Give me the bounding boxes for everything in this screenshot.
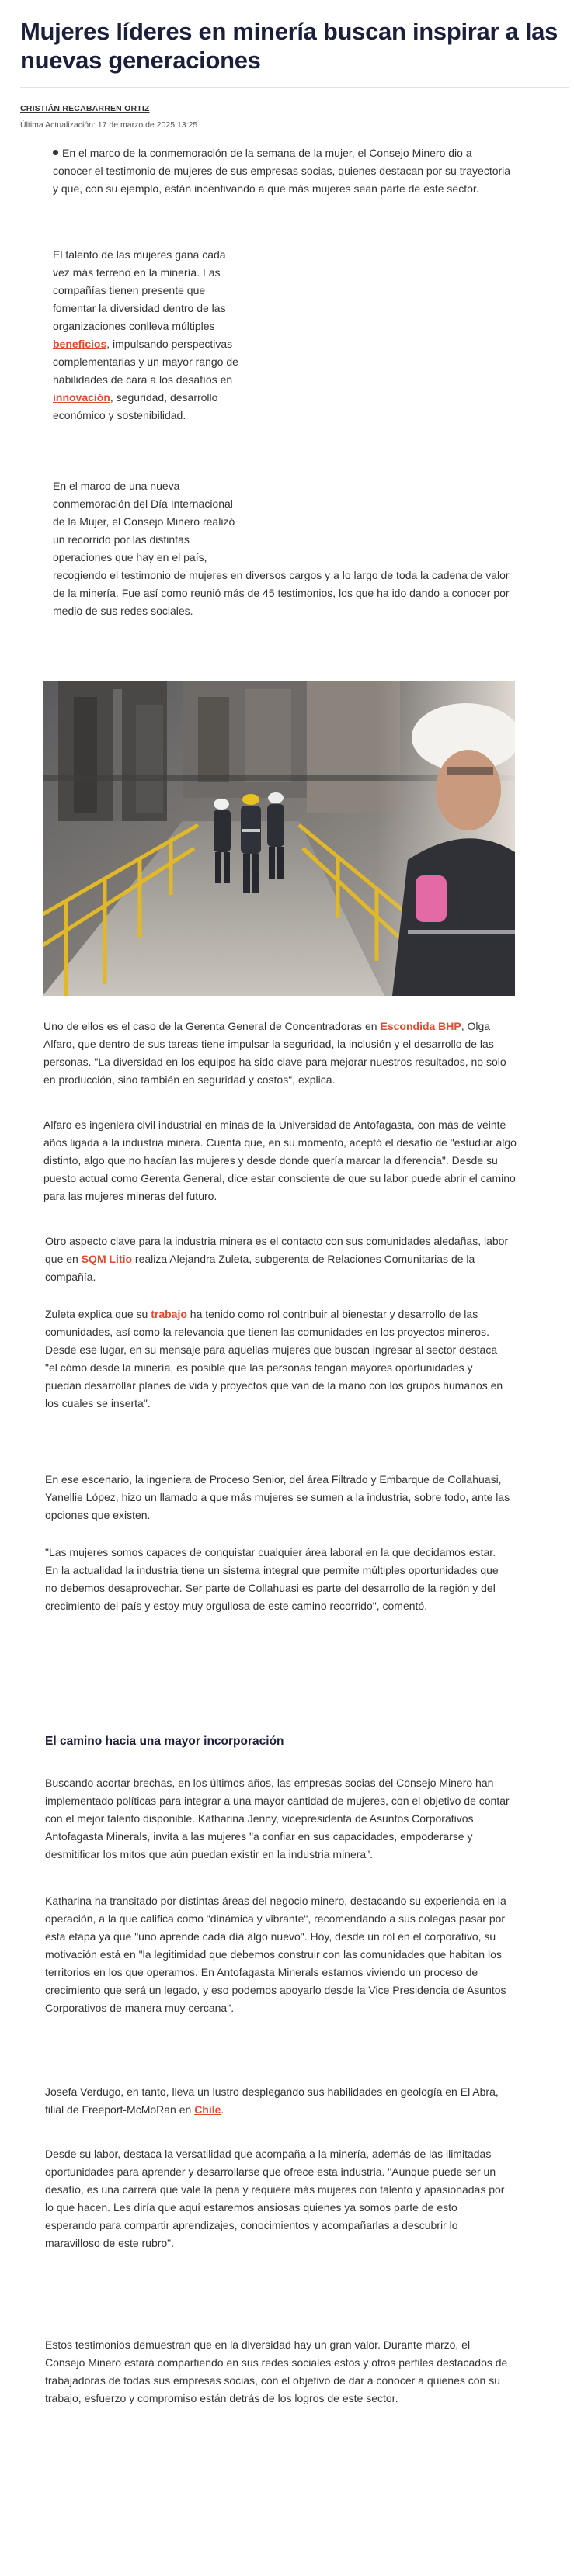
section-subheading: El camino hacia una mayor incorporación — [45, 1735, 284, 1748]
paragraph-talent — [53, 246, 245, 425]
paragraph-text: , Olga Alfaro, que dentro de sus tareas tiene impulsar la seguridad, la inclusión y el desarrollo de las personas. "La diversidad en los equipos ha sido clave para mejorar nuestros resultados, no solo en producción, sino también en seguridad y costos", explica. — [43, 1020, 506, 1086]
updated-date: Última Actualización: 17 de marzo de 2025 13:25 — [20, 120, 198, 130]
paragraph-collahuasi — [45, 1471, 511, 1524]
paragraph-escondida — [43, 1018, 519, 1089]
paragraph-katharina — [45, 1892, 511, 2017]
paragraph-sqm — [45, 1233, 511, 1286]
paragraph-text: Buscando acortar brechas, en los últimos años, las empresas socias del Consejo Minero han implementado políticas para integrar a una mayor cantidad de mujeres, con el objetivo de contar con el mejor talento disponible. Katharina Jenny, vicepresidenta de Asuntos Corporativos Antofagasta Minerals, invita a las mujeres "a confiar en sus capacidades, empoderarse y desmitificar los mitos que aún puedan existir en la industria minera". — [45, 1777, 510, 1860]
paragraph-verdugo — [45, 2083, 511, 2119]
link-chile[interactable]: Chile — [194, 2103, 221, 2116]
paragraph-text: , impulsando perspectivas complementarias y un mayor rango de habilidades de cara a los desafíos en — [53, 338, 238, 386]
paragraph-text: Alfaro es ingeniera civil industrial en minas de la Universidad de Antofagasta, con más de veinte años ligada a la industria minera. Cuenta que, en su momento, aceptó el desafío de "estudiar algo distinto, algo que no hacían las mujeres y desde donde quería marcar la diferencia". Desde su puesto actual como Gerenta General, dice estar consciente de que su labor puede abrir el camino para las mujeres mineras del futuro. — [43, 1118, 517, 1202]
paragraph-conmemoracion — [53, 477, 511, 620]
lead-paragraph — [53, 144, 511, 198]
paragraph-conclusion — [45, 2336, 511, 2408]
link-trabajo[interactable]: trabajo — [151, 1308, 187, 1320]
article-photo — [43, 681, 515, 996]
paragraph-text: realiza Alejandra Zuleta, subgerenta de Relaciones Comunitarias de la compañía. — [45, 1253, 475, 1283]
article-title: Mujeres líderes en minería buscan inspirar a las nuevas generaciones — [20, 18, 558, 74]
paragraph-text: En el marco de una nueva conmemoración del Día Internacional de la Mujer, el Consejo Minero realizó un recorrido por las distintas operaciones que hay en el país, recogiendo el testimonio de mujeres en diversos cargos y a lo largo de toda la cadena de valor de la minería. Fue así como reunió más de 45 testimonios, los que ha ido dando a conocer por medio de sus redes sociales. — [53, 480, 510, 617]
paragraph-text: En ese escenario, la ingeniera de Proceso Senior, del área Filtrado y Embarque de Collahuasi, Yanellie López, hizo un llamado a que más mujeres se sumen a la industria, sobre todo, ante las opciones que existen. — [45, 1473, 510, 1521]
author-link[interactable]: CRISTIÁN RECABARREN ORTIZ — [20, 104, 150, 113]
paragraph-text: Josefa Verdugo, en tanto, lleva un lustro desplegando sus habilidades en geología en El Abra, filial de Freeport-McMoRan en — [45, 2085, 499, 2116]
float-spacer — [245, 477, 511, 567]
paragraph-text: . — [221, 2103, 224, 2116]
miners-photo-illustration — [43, 681, 515, 996]
paragraph-text: , seguridad, desarrollo económico y sostenibilidad. — [53, 391, 218, 421]
bullet-icon — [53, 150, 58, 155]
paragraph-zuleta — [45, 1305, 511, 1413]
paragraph-alfaro — [43, 1116, 519, 1205]
paragraph-text: Otro aspecto clave para la industria minera es el contacto con sus comunidades aledañas, labor que en — [45, 1235, 509, 1265]
paragraph-text: En el marco de la conmemoración de la semana de la mujer, el Consejo Minero dio a conocer el testimonio de mujeres de sus empresas socias, quienes destacan por su trayectoria y que, con su ejemplo, están incentivando a que más mujeres sean parte de este sector. — [53, 147, 511, 195]
paragraph-quote-lopez — [45, 1544, 511, 1615]
paragraph-text: Zuleta explica que su — [45, 1308, 151, 1320]
paragraph-versatilidad — [45, 2145, 511, 2252]
link-escondida-bhp[interactable]: Escondida BHP — [380, 1020, 461, 1032]
paragraph-text: Uno de ellos es el caso de la Gerenta General de Concentradoras en — [43, 1020, 381, 1032]
link-sqm-litio[interactable]: SQM Litio — [81, 1253, 133, 1265]
paragraph-text: El talento de las mujeres gana cada vez más terreno en la minería. Las compañías tienen presente que fomentar la diversidad dentro de las organizaciones conlleva múltiples — [53, 248, 226, 332]
paragraph-text: ha tenido como rol contribuir al bienestar y desarrollo de las comunidades, así como la relevancia que tienen las comunidades en los proyectos mineros. Desde ese lugar, en su mensaje para aquellas mujeres que buscan ingresar al sector destaca "el cómo desde la minería, es posible que las personas tengan mayores oportunidades y puedan desarrollar planes de vida y proyectos que van de la mano con los grupos humanos en los cuales se inserta". — [45, 1308, 503, 1409]
paragraph-text: Desde su labor, destaca la versatilidad que acompaña a la minería, además de las ilimitadas oportunidades para aprender y desarrollarse que ofrece esta industria. "Aunque puede ser un desafío, es una carrera que vale la pena y requiere más mujeres con talento y apasionadas por lo que hacen. Les diría que aquí estaremos ansiosas quienes ya somos parte de esto esperando para compartir aprendizajes, conocimientos y acompañarlas a descubrir lo maravilloso de este rubro". — [45, 2148, 505, 2249]
paragraph-text: Katharina ha transitado por distintas áreas del negocio minero, destacando su experiencia en la operación, a la que califica como "dinámica y vibrante", recomendando a sus colegas pasar por esta etapa ya que "uno aprende cada día algo nuevo". Hoy, desde un rol en el corporativo, su motivación está en "la legitimidad que debemos construir con las comunidades que habitan los territorios en los que operamos. En Antofagasta Minerals estamos viviendo un proceso de crecimiento que será un legado, y eso podemos apoyarlo desde la Vice Presidencia de Asuntos Corporativos de manera muy cercana". — [45, 1895, 506, 2014]
paragraph-text: "Las mujeres somos capaces de conquistar cualquier área laboral en la que decidamos estar. En la actualidad la industria tiene un sistema integral que permite múltiples oportunidades que no debemos desaprovechar. Ser parte de Collahuasi es parte del desarrollo de la región y del crecimiento del país y estoy muy orgullosa de este camino recorrido", comentó. — [45, 1546, 499, 1612]
paragraph-text: Estos testimonios demuestran que en la diversidad hay un gran valor. Durante marzo, el Consejo Minero estará compartiendo en sus redes sociales estos y otros perfiles destacados de trabajadoras de todas sus empresas socias, con el objetivo de dar a conocer a quienes con su trabajo, esfuerzo y compromiso están detrás de los logros de este sector. — [45, 2339, 508, 2404]
link-beneficios[interactable]: beneficios — [53, 338, 107, 350]
paragraph-jenny — [45, 1774, 511, 1864]
link-innovacion[interactable]: innovación — [53, 391, 110, 404]
title-divider — [20, 87, 569, 88]
